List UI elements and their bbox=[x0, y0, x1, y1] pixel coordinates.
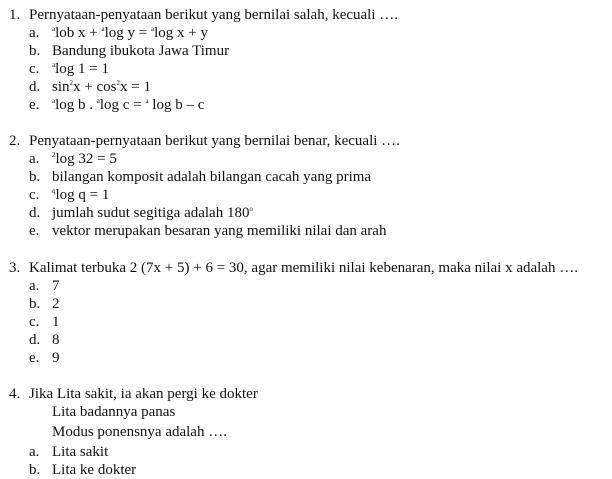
option-label: d. bbox=[29, 205, 41, 221]
option-text: 9 bbox=[52, 350, 60, 366]
option-text: $\sin^2x + \cos^2x = 1$ bbox=[52, 79, 151, 95]
question-number: 3. bbox=[9, 260, 21, 276]
option-label: b. bbox=[29, 43, 41, 59]
prompt-text: Modus ponensnya adalah …. bbox=[52, 424, 227, 440]
option-text: 1 bbox=[52, 314, 60, 330]
option-label: b. bbox=[29, 169, 41, 185]
option-text: 7 bbox=[52, 278, 60, 294]
question-text: Pernyataan-penyataan berikut yang bernilai salah, kecuali …. bbox=[29, 7, 399, 23]
option-text: Bandung ibukota Jawa Timur bbox=[52, 43, 230, 59]
question-number: 1. bbox=[9, 7, 21, 23]
option-label: a. bbox=[29, 278, 40, 294]
question-text: Penyataan-pernyataan berikut yang bernilai benar, kecuali …. bbox=[29, 133, 400, 149]
option-text: Lita sakit bbox=[52, 444, 109, 460]
option-text: jumlah sudut segitiga adalah 180$^o$ bbox=[52, 205, 253, 221]
option-text: $^a$lob x + $^a$log y = $^a$log x + y bbox=[52, 25, 208, 41]
option-text: bilangan komposit adalah bilangan cacah yang prima bbox=[52, 169, 372, 185]
option-text: 8 bbox=[52, 332, 60, 348]
option-label: e. bbox=[29, 223, 40, 239]
option-text: 2 bbox=[52, 296, 60, 312]
option-text: $^q$log q = 1 bbox=[52, 187, 110, 203]
option-label: c. bbox=[29, 314, 40, 330]
option-text: vektor merupakan besaran yang memiliki nilai dan arah bbox=[52, 223, 387, 239]
question-text: Jika Lita sakit, ia akan pergi ke dokter bbox=[29, 386, 258, 402]
option-label: d. bbox=[29, 79, 41, 95]
option-label: d. bbox=[29, 332, 41, 348]
option-label: e. bbox=[29, 97, 40, 113]
option-text: $^a$log b . $^a$log c = $^a$ log b – c bbox=[52, 97, 205, 113]
option-label: e. bbox=[29, 350, 40, 366]
option-label: b. bbox=[29, 296, 41, 312]
option-label: a. bbox=[29, 444, 40, 460]
question-number: 4. bbox=[9, 386, 21, 402]
option-label: c. bbox=[29, 187, 40, 203]
option-label: a. bbox=[29, 25, 40, 41]
option-label: b. bbox=[29, 462, 41, 478]
option-text: Lita ke dokter bbox=[52, 462, 137, 478]
option-label: c. bbox=[29, 61, 40, 77]
option-label: a. bbox=[29, 151, 40, 167]
option-text: $^a$log 1 = 1 bbox=[52, 61, 109, 77]
question-number: 2. bbox=[9, 133, 21, 149]
question-text: Kalimat terbuka 2 (7x + 5) + 6 = 30, agar memiliki nilai kebenaran, maka nilai x adalah …. bbox=[29, 260, 578, 276]
option-text: $^2$log 32 = 5 bbox=[52, 151, 117, 167]
premise-text: Lita badannya panas bbox=[52, 404, 176, 420]
